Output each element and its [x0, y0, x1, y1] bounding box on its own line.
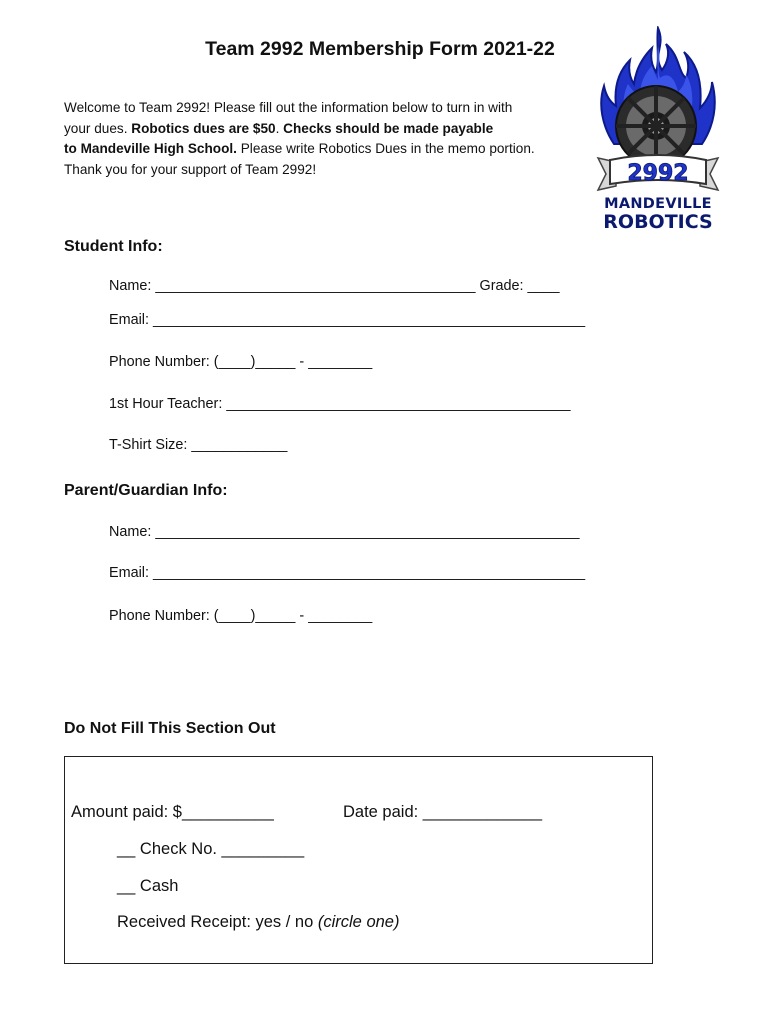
intro-line: Welcome to Team 2992! Please fill out the information below to turn in with	[64, 100, 513, 115]
parent-email-field[interactable]: Email: ______________________________________________________	[109, 565, 586, 581]
logo-number: 2992	[627, 161, 689, 186]
check-number-field[interactable]: __ Check No. _________	[117, 840, 305, 858]
tshirt-size-field[interactable]: T-Shirt Size: ____________	[109, 437, 288, 453]
date-paid-field[interactable]: Date paid: _____________	[343, 803, 543, 821]
logo-line1: MANDEVILLE	[604, 196, 712, 212]
student-phone-field[interactable]: Phone Number: (____)_____ - ________	[109, 354, 373, 370]
received-receipt-field[interactable]: Received Receipt: yes / no (circle one)	[117, 913, 400, 931]
logo-line2: ROBOTICS	[603, 211, 713, 233]
parent-info-heading: Parent/Guardian Info:	[64, 482, 228, 499]
first-hour-teacher-field[interactable]: 1st Hour Teacher: ___________________________________________	[109, 396, 571, 412]
intro-paragraph	[64, 98, 604, 180]
intro-line: Thank you for your support of Team 2992!	[64, 161, 317, 177]
gear-graphic	[616, 86, 696, 166]
circle-one-note: (circle one)	[317, 913, 400, 931]
dues-amount-text: Robotics dues are $50	[131, 120, 276, 136]
payee-text: to Mandeville High School.	[64, 141, 237, 156]
office-use-heading: Do Not Fill This Section Out	[64, 720, 276, 737]
intro-line: your dues. Robotics dues are $50. Checks should be made payable	[64, 120, 494, 136]
student-info-heading: Student Info:	[64, 238, 163, 255]
student-name-grade-field[interactable]: Name: ________________________________________ Grade: ____	[109, 278, 560, 294]
amount-paid-field[interactable]: Amount paid: $__________	[71, 803, 274, 821]
cash-option[interactable]: __ Cash	[117, 877, 179, 895]
team-logo	[596, 26, 720, 236]
parent-phone-field[interactable]: Phone Number: (____)_____ - ________	[109, 608, 373, 624]
form-title: Team 2992 Membership Form 2021-22	[205, 38, 555, 60]
office-use-box	[64, 756, 653, 964]
payable-text: Checks should be made payable	[283, 120, 494, 136]
student-email-field[interactable]: Email: ______________________________________________________	[109, 312, 586, 328]
intro-line: to Mandeville High School. Please write Robotics Dues in the memo portion.	[64, 141, 535, 156]
parent-name-field[interactable]: Name: _____________________________________________________	[109, 524, 580, 540]
number-banner	[598, 155, 718, 190]
